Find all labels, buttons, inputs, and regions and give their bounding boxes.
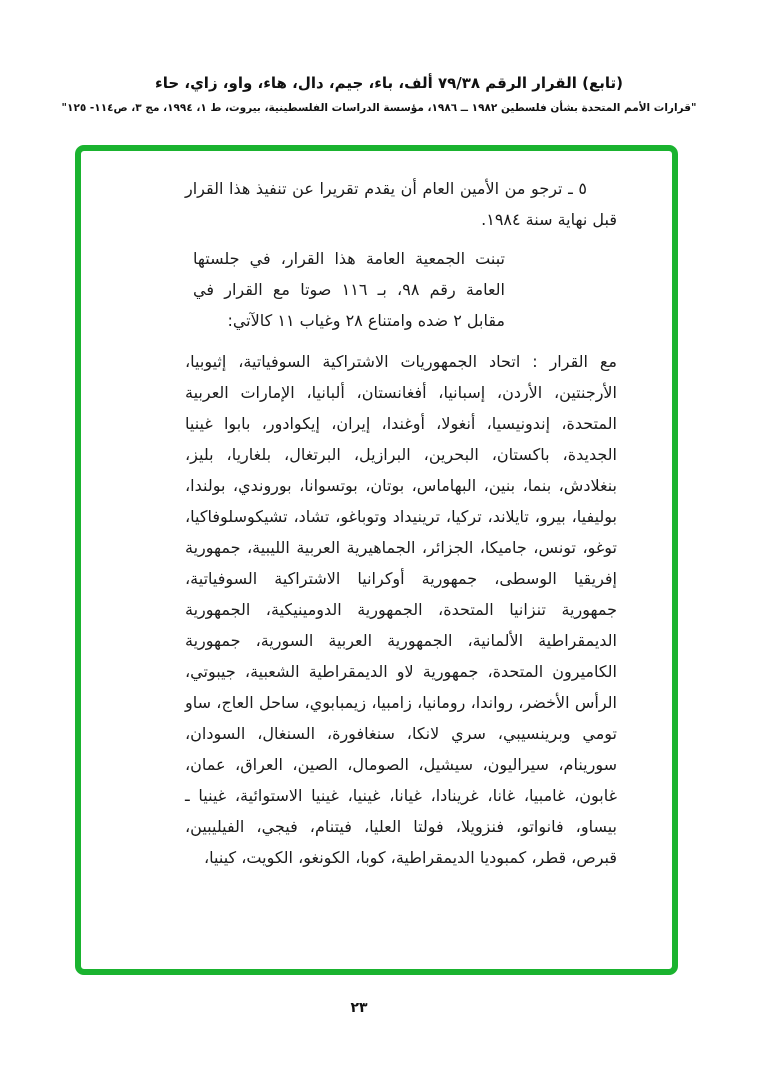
vote-record <box>185 346 617 873</box>
adoption-note: تبنت الجمعية العامة هذا القرار، في جلستها العامة رقم ٩٨، بـ ١١٦ صوتا مع القرار في مقابل ٢ ضده وامتناع ٢٨ وغياب ١١ كالآتي: <box>193 249 505 330</box>
page-title: (تابع) القرار الرقم ٧٩/٣٨ ألف، باء، جيم، دال، هاء، واو، زاي، حاء <box>155 74 623 92</box>
source-citation: "قرارات الأمم المتحدة بشأن فلسطين ١٩٨٢ ــ ١٩٨٦، مؤسسة الدراسات الفلسطينية، بيروت، ط ١، ١٩٩٤، مج ٣، ص١١٤- ١٢٥" <box>61 102 697 114</box>
vote-label: مع القرار : <box>520 352 618 371</box>
page-number: ٢٣ <box>350 1000 368 1016</box>
clause-5: ٥ ـ ترجو من الأمين العام أن يقدم تقريرا عن تنفيذ هذا القرار قبل نهاية سنة ١٩٨٤. <box>185 179 617 229</box>
resolution-text <box>185 173 617 873</box>
green-frame <box>75 145 678 975</box>
vote-countries-list: اتحاد الجمهوريات الاشتراكية السوفياتية، إثيوبيا، الأرجنتين، الأردن، إسبانيا، أفغانستان، ألبانيا، الإمارات العربية المتحدة، إندونيسيا، أنغولا، أوغندا، إيران، إيكوادور، بابوا غينيا الجديدة، باكستان، البحرين، البرازيل، البرتغال، بلغاريا، بليز، بنغلادش، بنما، بنين، البهاماس، بوتان، بوتسوانا، بوروندي، بولندا، بوليفيا، بيرو، تايلاند، تركيا، ترينيداد وتوباغو، تشاد، تشيكوسلوفاكيا، توغو، تونس، جاميكا، الجزائر، الجماهيرية العربية الليبية، جمهورية إفريقيا الوسطى، جمهورية أوكرانيا الاشتراكية السوفياتية، جمهورية تنزانيا المتحدة، الجمهورية الدومينيكية، الجمهورية الديمقراطية الألمانية، الجمهورية العربية السورية، جمهورية الكاميرون المتحدة، جمهورية لاو الديمقراطية الشعبية، جيبوتي، الرأس الأخضر، رواندا، رومانيا، زامبيا، زيمبابوي، ساحل العاج، ساو تومي وبرينسيبي، سري لانكا، سنغافورة، السنغال، السودان، سورينام، سيراليون، سيشيل، الصومال، الصين، العراق، عمان، غابون، غامبيا، غانا، غرينادا، غيانا، غينيا، غينيا الاستوائية، غينيا ـ بيساو، فانواتو، فنزويلا، فولتا العليا، فيتنام، فيجي، الفيليبين، قبرص، قطر، كمبوديا الديمقراطية، كوبا، الكونغو، الكويت، كينيا، <box>185 352 617 867</box>
